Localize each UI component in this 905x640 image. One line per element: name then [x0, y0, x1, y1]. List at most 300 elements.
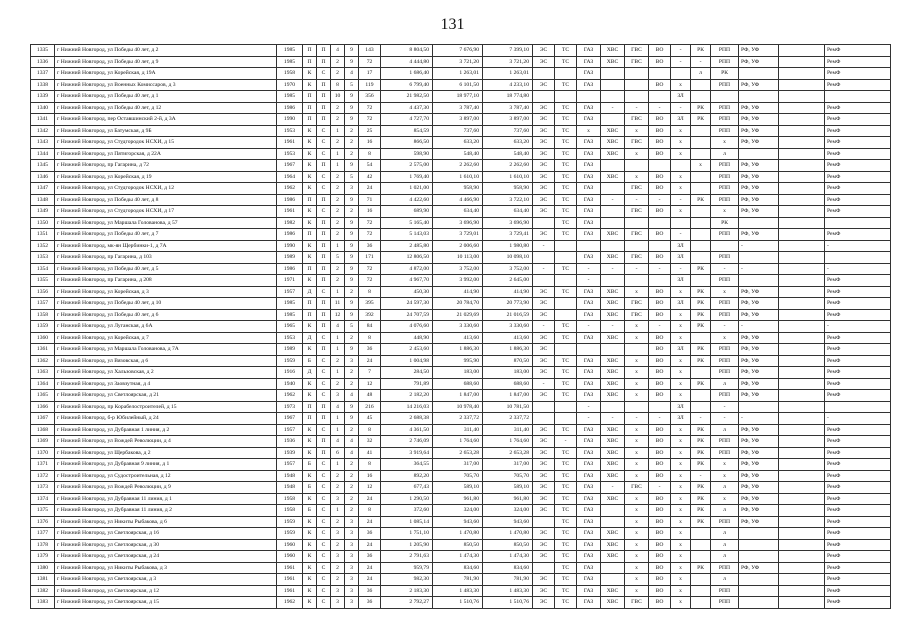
- table-row: [31, 401, 891, 413]
- table-cell: 1: [331, 125, 345, 137]
- table-cell: [779, 597, 825, 609]
- table-cell: 5 143,03: [381, 229, 433, 241]
- table-cell: 1982: [277, 217, 303, 229]
- table-cell: ГАЗ: [577, 332, 601, 344]
- table-cell: 1989: [277, 252, 303, 264]
- table-cell: 3 992,00: [433, 275, 483, 287]
- table-cell: 1355: [31, 275, 55, 287]
- table-cell: 1352: [31, 240, 55, 252]
- table-cell: ГВС: [625, 252, 649, 264]
- table-cell: РПП: [711, 229, 739, 241]
- table-cell: ЗЛ: [671, 401, 691, 413]
- table-cell: [691, 79, 711, 91]
- table-cell: [691, 332, 711, 344]
- table-cell: Б: [303, 459, 317, 471]
- table-cell: [601, 344, 625, 356]
- table-cell: К: [303, 447, 317, 459]
- table-cell: ЗЛ: [671, 91, 691, 103]
- table-cell: 2: [345, 332, 359, 344]
- table-cell: 3 721,20: [433, 56, 483, 68]
- table-cell: 1985: [277, 45, 303, 57]
- table-cell: х: [625, 367, 649, 379]
- table-cell: ХВС: [601, 378, 625, 390]
- table-row: [31, 482, 891, 494]
- table-cell: ГАЗ: [577, 68, 601, 80]
- table-cell: [825, 217, 891, 229]
- table-cell: 36: [359, 597, 381, 609]
- table-cell: -: [739, 263, 779, 275]
- table-cell: [779, 574, 825, 586]
- table-cell: С: [317, 286, 331, 298]
- table-cell: 72: [359, 217, 381, 229]
- table-cell: 1335: [31, 45, 55, 57]
- table-cell: 2: [345, 148, 359, 160]
- table-cell: ГАЗ: [577, 367, 601, 379]
- table-cell: -: [649, 321, 671, 333]
- table-cell: РемФ: [825, 367, 891, 379]
- table-cell: 1377: [31, 528, 55, 540]
- table-row: [31, 597, 891, 609]
- table-cell: 10 978,40: [433, 401, 483, 413]
- table-cell: РемФ: [825, 551, 891, 563]
- table-cell: К: [303, 562, 317, 574]
- table-cell: -: [649, 194, 671, 206]
- table-cell: 870,50: [483, 355, 533, 367]
- table-cell: ТС: [555, 424, 577, 436]
- table-cell: х: [625, 447, 649, 459]
- table-row: [31, 114, 891, 126]
- table-cell: С: [317, 332, 331, 344]
- table-cell: 9: [345, 252, 359, 264]
- table-cell: 1990: [277, 240, 303, 252]
- table-cell: ГАЗ: [577, 493, 601, 505]
- table-cell: РемФ: [825, 332, 891, 344]
- table-cell: 2 575,00: [381, 160, 433, 172]
- table-cell: г Нижний Новгород, ул Победы 40 лет, д 7: [55, 229, 277, 241]
- table-cell: ТС: [555, 516, 577, 528]
- table-cell: 1374: [31, 493, 55, 505]
- table-cell: -: [671, 194, 691, 206]
- table-cell: г Нижний Новгород, ул Светлоярская, д 12: [55, 585, 277, 597]
- table-cell: РК: [691, 102, 711, 114]
- table-cell: 10 098,10: [483, 252, 533, 264]
- table-row: [31, 286, 891, 298]
- table-cell: 1343: [31, 137, 55, 149]
- table-cell: [739, 275, 779, 287]
- table-cell: х: [671, 505, 691, 517]
- table-cell: [779, 344, 825, 356]
- table-cell: РФ, УФ: [739, 332, 779, 344]
- table-cell: 2: [345, 378, 359, 390]
- table-cell: х: [625, 424, 649, 436]
- table-cell: 2 645,00: [483, 275, 533, 287]
- table-cell: РПП: [711, 298, 739, 310]
- table-cell: ЭС: [533, 344, 555, 356]
- table-cell: 1361: [31, 344, 55, 356]
- table-cell: х: [671, 482, 691, 494]
- table-cell: С: [317, 125, 331, 137]
- table-cell: РемФ: [825, 390, 891, 402]
- table-cell: 6: [331, 447, 345, 459]
- table-cell: ЭС: [533, 194, 555, 206]
- table-cell: 781,90: [483, 574, 533, 586]
- table-cell: х: [625, 505, 649, 517]
- table-cell: [779, 539, 825, 551]
- table-cell: РПП: [711, 56, 739, 68]
- table-cell: РемФ: [825, 459, 891, 471]
- table-cell: 7 399,10: [483, 45, 533, 57]
- table-cell: 1958: [277, 493, 303, 505]
- table-cell: х: [711, 332, 739, 344]
- table-cell: г Нижний Новгород, ул Светлоярская, д 30: [55, 539, 277, 551]
- table-cell: [601, 562, 625, 574]
- table-cell: ВО: [649, 597, 671, 609]
- table-cell: РФ, УФ: [739, 102, 779, 114]
- table-cell: ТС: [555, 217, 577, 229]
- table-row: [31, 505, 891, 517]
- table-cell: ЭС: [533, 171, 555, 183]
- table-cell: 2: [345, 505, 359, 517]
- table-cell: 8 804,50: [381, 45, 433, 57]
- table-cell: П: [303, 91, 317, 103]
- table-cell: ГВС: [625, 206, 649, 218]
- table-cell: х: [711, 459, 739, 471]
- table-cell: 850,50: [433, 539, 483, 551]
- table-cell: [739, 551, 779, 563]
- table-cell: РФ, УФ: [739, 436, 779, 448]
- table-cell: 2: [331, 171, 345, 183]
- table-cell: х: [671, 459, 691, 471]
- table-cell: 1: [331, 148, 345, 160]
- table-cell: 892,20: [381, 470, 433, 482]
- table-cell: г Нижний Новгород, ул Корейская, д 3: [55, 286, 277, 298]
- table-cell: 17: [359, 68, 381, 80]
- table-cell: 1 610,10: [433, 171, 483, 183]
- table-cell: [533, 68, 555, 80]
- table-cell: ГАЗ: [577, 298, 601, 310]
- table-cell: 1989: [277, 344, 303, 356]
- table-cell: 414,90: [433, 286, 483, 298]
- table-cell: [779, 263, 825, 275]
- table-cell: 1: [331, 286, 345, 298]
- table-cell: К: [303, 528, 317, 540]
- table-cell: [691, 125, 711, 137]
- table-cell: 633,20: [483, 137, 533, 149]
- table-cell: РФ, УФ: [739, 114, 779, 126]
- table-cell: ТС: [555, 597, 577, 609]
- table-cell: 1964: [277, 171, 303, 183]
- table-cell: 1350: [31, 217, 55, 229]
- table-cell: ВО: [649, 459, 671, 471]
- table-cell: 3: [345, 574, 359, 586]
- table-cell: г Нижний Новгород, пр Гагарина, д 103: [55, 252, 277, 264]
- table-cell: -: [533, 378, 555, 390]
- table-row: [31, 585, 891, 597]
- table-cell: ВО: [649, 574, 671, 586]
- table-cell: П: [317, 45, 331, 57]
- table-cell: ХВС: [601, 171, 625, 183]
- table-cell: РК: [691, 493, 711, 505]
- table-cell: л: [711, 574, 739, 586]
- table-cell: [779, 332, 825, 344]
- table-cell: К: [303, 206, 317, 218]
- table-cell: -: [577, 275, 601, 287]
- table-cell: 72: [359, 263, 381, 275]
- table-cell: К: [303, 217, 317, 229]
- table-cell: РемФ: [825, 160, 891, 172]
- table-cell: 9: [345, 344, 359, 356]
- table-cell: ГВС: [625, 298, 649, 310]
- table-cell: 4 437,30: [381, 102, 433, 114]
- table-cell: 364,55: [381, 459, 433, 471]
- table-row: [31, 332, 891, 344]
- table-cell: [739, 91, 779, 103]
- table-cell: х: [671, 516, 691, 528]
- table-cell: 2: [331, 355, 345, 367]
- table-cell: 2: [331, 516, 345, 528]
- table-cell: ТС: [555, 229, 577, 241]
- table-cell: [671, 68, 691, 80]
- table-cell: [533, 252, 555, 264]
- table-cell: -: [825, 321, 891, 333]
- table-cell: [691, 171, 711, 183]
- table-cell: С: [317, 459, 331, 471]
- table-cell: ГВС: [625, 309, 649, 321]
- table-cell: ТС: [555, 367, 577, 379]
- table-cell: 171: [359, 252, 381, 264]
- table-cell: 958,90: [433, 183, 483, 195]
- table-cell: 6 101,50: [433, 79, 483, 91]
- table-cell: 450,30: [381, 286, 433, 298]
- table-cell: х: [577, 125, 601, 137]
- table-cell: [601, 516, 625, 528]
- table-cell: РК: [691, 114, 711, 126]
- table-cell: 1 290,50: [381, 493, 433, 505]
- table-cell: 143: [359, 45, 381, 57]
- table-cell: ТС: [555, 114, 577, 126]
- table-cell: 1363: [31, 367, 55, 379]
- table-cell: [601, 401, 625, 413]
- table-cell: [779, 194, 825, 206]
- table-cell: 7: [359, 367, 381, 379]
- table-cell: ГАЗ: [577, 597, 601, 609]
- table-cell: 1378: [31, 539, 55, 551]
- table-cell: 1342: [31, 125, 55, 137]
- table-cell: 1372: [31, 470, 55, 482]
- table-cell: С: [317, 539, 331, 551]
- table-cell: [779, 516, 825, 528]
- table-cell: К: [303, 321, 317, 333]
- table-cell: 18 774,80: [483, 91, 533, 103]
- table-cell: х: [711, 470, 739, 482]
- table-cell: ГАЗ: [577, 390, 601, 402]
- table-cell: [779, 298, 825, 310]
- table-cell: [779, 436, 825, 448]
- table-cell: [555, 91, 577, 103]
- table-cell: х: [625, 321, 649, 333]
- table-cell: К: [303, 79, 317, 91]
- table-cell: 372,60: [381, 505, 433, 517]
- table-cell: К: [303, 125, 317, 137]
- table-row: [31, 298, 891, 310]
- table-cell: г Нижний Новгород, ул Судостроительная, д 12: [55, 470, 277, 482]
- table-cell: 1373: [31, 482, 55, 494]
- table-cell: ЭС: [533, 528, 555, 540]
- table-cell: [555, 298, 577, 310]
- table-cell: -: [533, 321, 555, 333]
- table-cell: ГАЗ: [577, 160, 601, 172]
- table-cell: ВО: [649, 344, 671, 356]
- table-cell: х: [671, 321, 691, 333]
- table-cell: 1375: [31, 505, 55, 517]
- table-cell: -: [601, 413, 625, 425]
- table-cell: ЭС: [533, 114, 555, 126]
- table-cell: ГВС: [625, 137, 649, 149]
- table-cell: РПП: [711, 585, 739, 597]
- table-cell: С: [317, 137, 331, 149]
- table-cell: РК: [691, 447, 711, 459]
- table-cell: РФ, УФ: [739, 298, 779, 310]
- table-cell: х: [671, 171, 691, 183]
- table-cell: П: [317, 114, 331, 126]
- table-cell: 3: [331, 551, 345, 563]
- table-cell: 183,00: [483, 367, 533, 379]
- table-cell: ГАЗ: [577, 528, 601, 540]
- table-cell: П: [303, 102, 317, 114]
- table-cell: 1344: [31, 148, 55, 160]
- table-cell: С: [317, 390, 331, 402]
- table-cell: 5: [345, 171, 359, 183]
- table-cell: П: [317, 436, 331, 448]
- table-cell: г Нижний Новгород, ул Студгородок НСХИ, д 17: [55, 206, 277, 218]
- table-cell: РФ, УФ: [739, 286, 779, 298]
- table-cell: 9: [345, 102, 359, 114]
- table-cell: [711, 91, 739, 103]
- table-row: [31, 125, 891, 137]
- table-cell: П: [317, 56, 331, 68]
- table-cell: 4: [331, 436, 345, 448]
- table-cell: ГАЗ: [577, 505, 601, 517]
- table-cell: 1 470,80: [433, 528, 483, 540]
- table-cell: 1348: [31, 194, 55, 206]
- table-cell: Б: [303, 355, 317, 367]
- table-cell: ЗЛ: [671, 275, 691, 287]
- table-cell: г Нижний Новгород, ул Заовзутная, д 4: [55, 378, 277, 390]
- table-cell: [601, 206, 625, 218]
- table-row: [31, 79, 891, 91]
- table-cell: 9: [345, 91, 359, 103]
- table-cell: ЭС: [533, 597, 555, 609]
- table-cell: 24: [359, 574, 381, 586]
- table-cell: -: [601, 263, 625, 275]
- table-cell: ВО: [649, 505, 671, 517]
- table-cell: К: [303, 240, 317, 252]
- table-cell: г Нижний Новгород, пр Гагарина, д 72: [55, 160, 277, 172]
- table-cell: [601, 574, 625, 586]
- table-cell: С: [317, 585, 331, 597]
- table-cell: РФ, УФ: [739, 493, 779, 505]
- table-cell: 16: [359, 137, 381, 149]
- table-cell: 688,60: [433, 378, 483, 390]
- table-cell: -: [577, 321, 601, 333]
- table-cell: ХВС: [601, 148, 625, 160]
- table-cell: 3 752,00: [483, 263, 533, 275]
- table-cell: 10: [331, 91, 345, 103]
- table-cell: П: [317, 240, 331, 252]
- table-cell: г Нижний Новгород, ул Студгородок НСХИ, д 12: [55, 183, 277, 195]
- table-cell: 1961: [277, 137, 303, 149]
- table-cell: [739, 585, 779, 597]
- table-cell: ТС: [555, 263, 577, 275]
- table-cell: РемФ: [825, 436, 891, 448]
- table-cell: [533, 401, 555, 413]
- table-cell: П: [303, 298, 317, 310]
- table-cell: ГАЗ: [577, 114, 601, 126]
- table-cell: 2: [331, 275, 345, 287]
- table-cell: 1376: [31, 516, 55, 528]
- table-cell: ЭС: [533, 390, 555, 402]
- table-cell: 1 474,30: [433, 551, 483, 563]
- table-cell: [779, 125, 825, 137]
- table-cell: [533, 413, 555, 425]
- table-cell: 3: [345, 585, 359, 597]
- table-cell: [601, 217, 625, 229]
- table-cell: 3 897,00: [433, 114, 483, 126]
- table-cell: ТС: [555, 206, 577, 218]
- table-cell: [555, 413, 577, 425]
- table-cell: 1: [331, 344, 345, 356]
- table-cell: П: [317, 102, 331, 114]
- table-cell: [649, 160, 671, 172]
- table-cell: [779, 401, 825, 413]
- table-cell: 2 183,30: [381, 585, 433, 597]
- table-cell: г Нижний Новгород, ул Дубравная 9 линия, д 1: [55, 459, 277, 471]
- table-cell: Д: [303, 367, 317, 379]
- table-cell: 24: [359, 355, 381, 367]
- table-cell: РПП: [711, 102, 739, 114]
- table-cell: 1383: [31, 597, 55, 609]
- table-cell: -: [691, 413, 711, 425]
- table-cell: 1948: [277, 482, 303, 494]
- table-cell: [779, 505, 825, 517]
- table-cell: ХВС: [601, 390, 625, 402]
- table-cell: [779, 551, 825, 563]
- table-cell: [779, 482, 825, 494]
- table-cell: 737,60: [433, 125, 483, 137]
- table-row: [31, 137, 891, 149]
- table-cell: 959,79: [381, 562, 433, 574]
- table-cell: РПП: [711, 171, 739, 183]
- table-row: [31, 183, 891, 195]
- table-cell: 24: [359, 562, 381, 574]
- table-cell: ГВС: [625, 229, 649, 241]
- table-cell: 1 510,76: [433, 597, 483, 609]
- table-cell: РПП: [711, 562, 739, 574]
- table-cell: [739, 539, 779, 551]
- table-cell: К: [303, 148, 317, 160]
- table-cell: 1960: [277, 551, 303, 563]
- table-cell: ГАЗ: [577, 148, 601, 160]
- table-cell: [739, 597, 779, 609]
- table-cell: ТС: [555, 459, 577, 471]
- table-cell: [691, 148, 711, 160]
- table-cell: РПП: [711, 183, 739, 195]
- table-cell: л: [711, 482, 739, 494]
- table-cell: 4 967,70: [381, 275, 433, 287]
- table-cell: П: [303, 114, 317, 126]
- table-cell: РемФ: [825, 516, 891, 528]
- table-cell: 72: [359, 275, 381, 287]
